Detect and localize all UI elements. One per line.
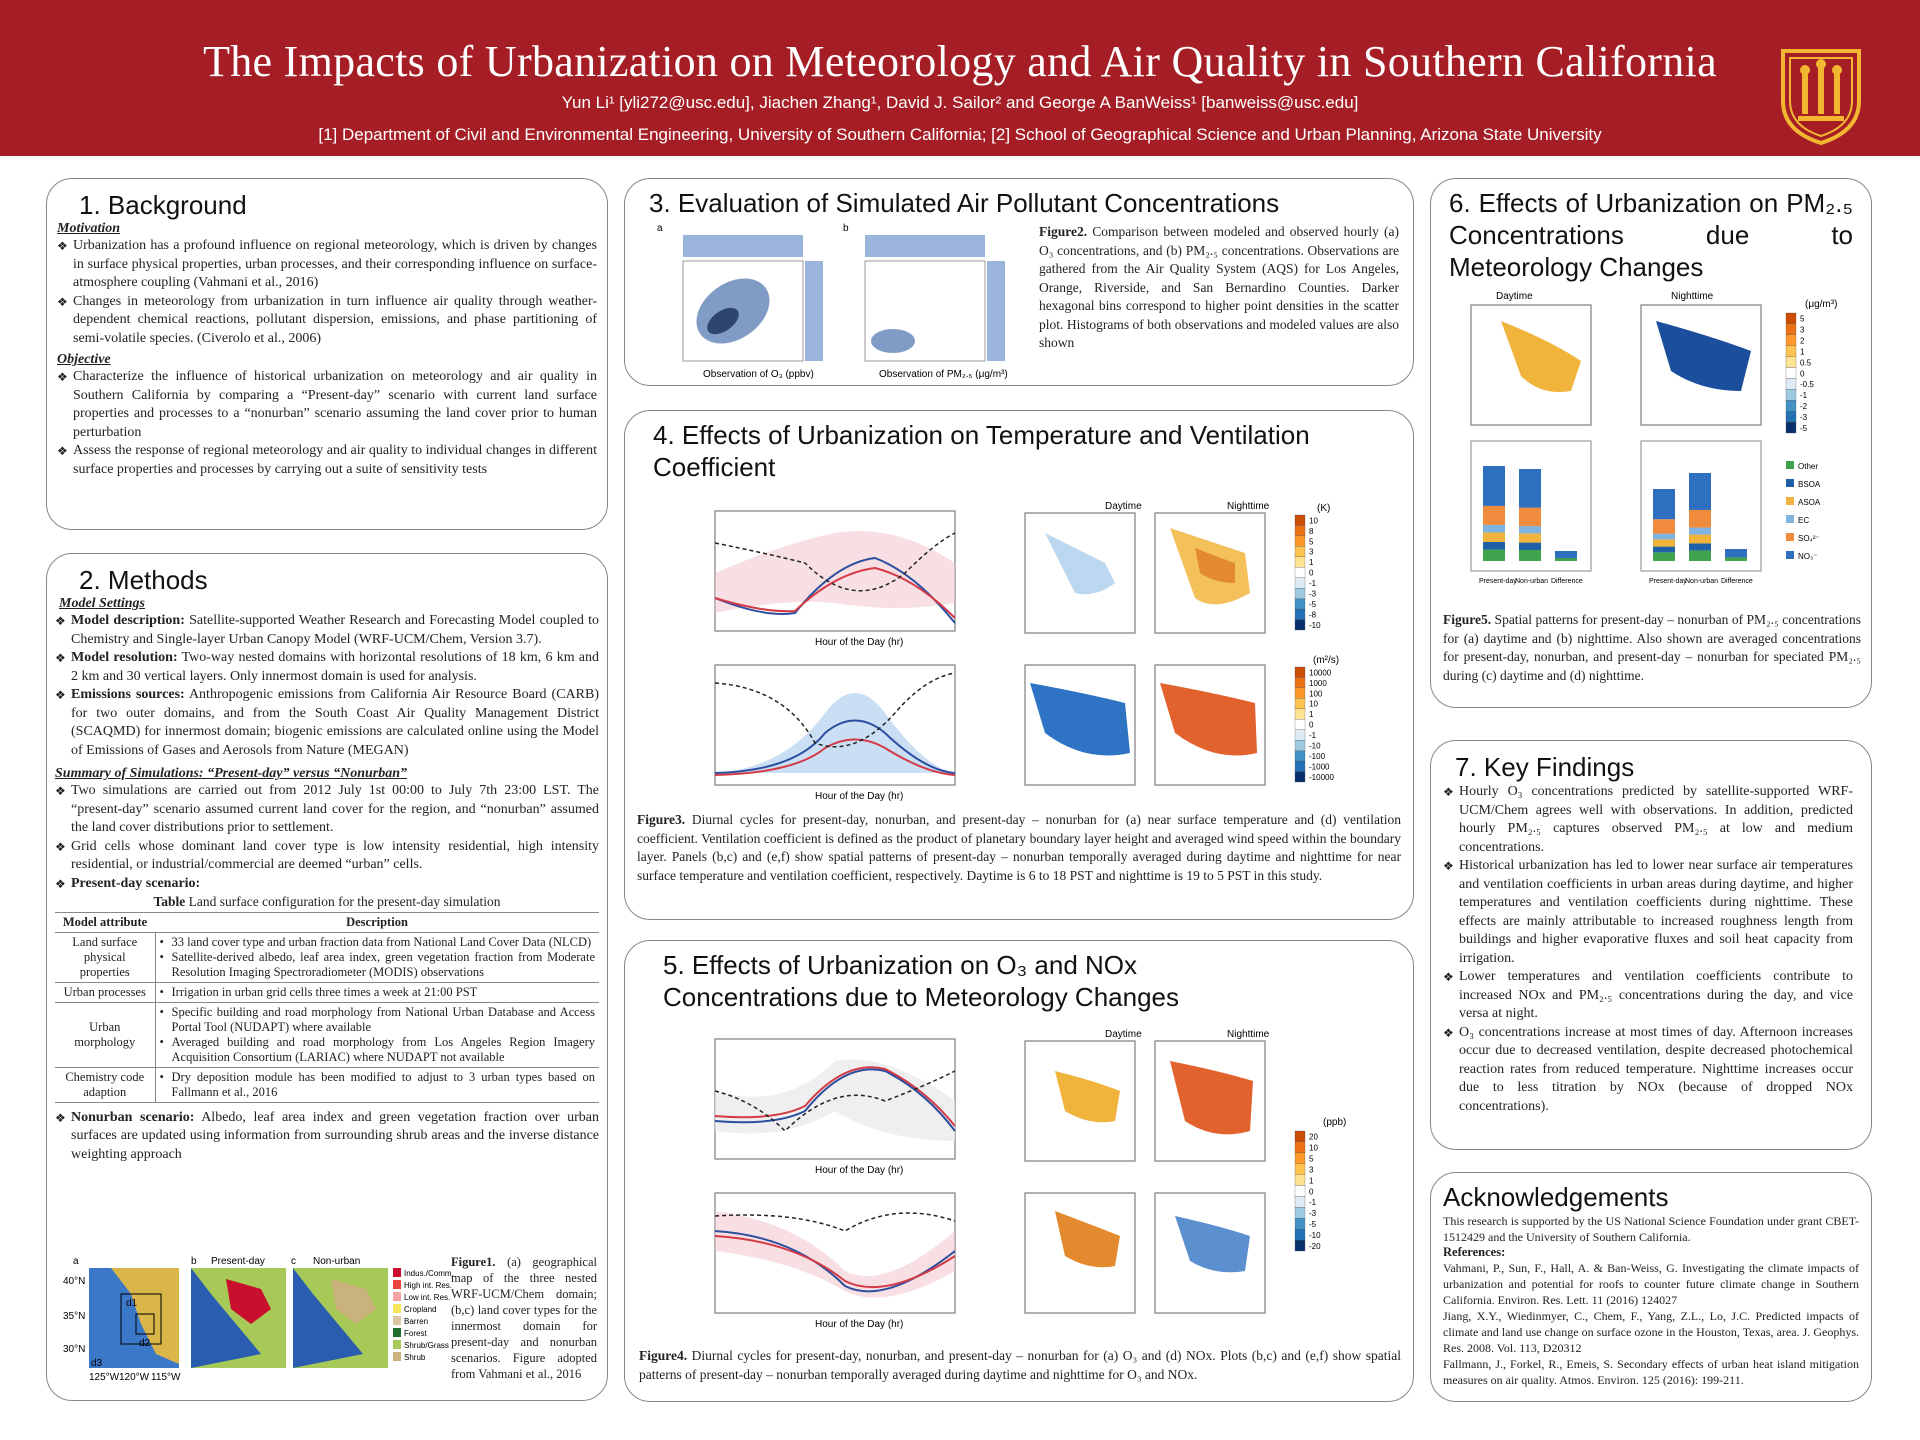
figure1-caption xyxy=(451,1254,597,1382)
figure5-maps xyxy=(1441,291,1861,585)
colorbar-tick: -3 xyxy=(1800,412,1808,422)
objective-label: Objective xyxy=(57,352,111,367)
histogram-top xyxy=(865,235,985,257)
colorbar-swatch xyxy=(1295,1196,1305,1207)
bar-segment xyxy=(1519,543,1541,550)
colorbar-tick: 10 xyxy=(1309,1143,1318,1153)
list-item: • Averaged building and road morphology from Los Angeles Region Imagery Acquisition Consortium (LARIAC) where NUDAPT not available xyxy=(160,1035,596,1065)
colorbar-swatch xyxy=(1295,751,1305,761)
colorbar-swatch xyxy=(1295,740,1305,750)
list-item xyxy=(55,649,599,686)
lat-label: 35°N xyxy=(63,1311,86,1322)
colorbar-swatch xyxy=(1786,346,1796,357)
legend-swatch xyxy=(1786,515,1794,523)
bar-category: Difference xyxy=(1551,578,1583,585)
caption-text: Diurnal cycles for present-day, nonurban, and present-day – nonurban for (a) near surface temperature and (d) ventilation coefficient. Ventilation coefficient is defined as the product of planetary boundary layer height and averaged wind speed within the boundary layer. Panels (b,c) and (e,f) show spatial patterns of present-day – nonurban temporally averaged during daytime and nighttime for near surface temperature and ventilation coefficient, respectively. Daytime is 6 to 18 PST and nighttime is 19 to 5 PST in this study. xyxy=(637,812,1401,883)
colorbar-tick: 3 xyxy=(1800,325,1805,335)
axis-label: Hour of the Day (hr) xyxy=(815,1319,904,1330)
histogram-top xyxy=(683,235,803,257)
bar-segment xyxy=(1483,550,1505,561)
axis-label: Hour of the Day (hr) xyxy=(815,1165,904,1176)
legend-swatch xyxy=(1786,551,1794,559)
colorbar-swatch xyxy=(1295,525,1305,535)
references-label: References: xyxy=(1443,1245,1506,1259)
colorbar-tick: -1 xyxy=(1309,579,1317,589)
caption-text: Diurnal cycles for present-day, nonurban, and present-day – nonurban for (a) O₃ and (d) NOx. Plots (b,c) and (e,f) show spatial patterns of present-day – nonurban temporally averaged during daytime and nighttime for O₃ and NOx. xyxy=(639,1348,1401,1382)
item-head: Model resolution: xyxy=(71,650,178,665)
table-cell: Land surface physical properties xyxy=(55,932,155,982)
colorbar-tick: 8 xyxy=(1309,526,1314,536)
colorbar-tick: 3 xyxy=(1309,1165,1314,1175)
list-item: ❖ Historical urbanization has led to lower near surface air temperatures and ventilation coefficients in urban areas during daytime, and higher temperatures and ventilation coefficients during nighttime. These effects are mainly attributable to increased roughness length from buildings and higher evaporative fluxes and soil heat capacity from irrigation. xyxy=(1443,857,1853,968)
caption-head: Figure4. xyxy=(639,1348,688,1363)
histogram-side xyxy=(987,261,1005,361)
table-row xyxy=(55,982,599,1002)
table-cell xyxy=(155,1067,599,1102)
map-title: Nighttime xyxy=(1227,1029,1270,1040)
section-title: 1. Background xyxy=(79,190,247,220)
list-item: • Irrigation in urban grid cells three times a week at 21:00 PST xyxy=(160,985,596,1000)
axis-label: Hour of the Day (hr) xyxy=(815,637,904,648)
colorbar-swatch xyxy=(1295,719,1305,729)
figure3-caption xyxy=(637,811,1401,885)
bar-segment xyxy=(1519,526,1541,533)
lon-label: 125°W xyxy=(89,1372,120,1383)
bar-segment xyxy=(1689,528,1711,535)
colorbar-tick: -2 xyxy=(1800,402,1808,411)
section-title: 5. Effects of Urbanization on O₃ and NOx Concentrations due to Meteorology Changes xyxy=(663,950,1179,1012)
colorbar-tick: 2 xyxy=(1800,336,1805,346)
axis-label: Hour of the Day (hr) xyxy=(815,791,904,802)
bar-segment xyxy=(1689,510,1711,528)
nonurban-label: Nonurban scenario: xyxy=(71,1109,195,1125)
section-title: 6. Effects of Urbanization on PM₂.₅ Concentrations due to Meteorology Changes xyxy=(1449,188,1853,282)
colorbar-swatch xyxy=(1295,578,1305,588)
colorbar-swatch xyxy=(1295,1186,1305,1197)
table-cell xyxy=(155,932,599,982)
colorbar-tick: -1000 xyxy=(1309,762,1330,772)
colorbar-swatch xyxy=(1295,1142,1305,1153)
colorbar-tick: 5 xyxy=(1309,537,1314,547)
bar-segment xyxy=(1519,533,1541,542)
colorbar-swatch xyxy=(1295,761,1305,771)
legend-swatch xyxy=(1786,479,1794,487)
colorbar-swatch xyxy=(1786,368,1796,379)
present-day-label: Present-day scenario: xyxy=(71,875,201,891)
colorbar-swatch xyxy=(1295,772,1305,782)
legend-swatch xyxy=(1786,497,1794,505)
colorbar-unit: (K) xyxy=(1317,503,1331,514)
colorbar-swatch xyxy=(1295,1207,1305,1218)
bar-segment xyxy=(1519,550,1541,561)
list-item: • Satellite-derived albedo, leaf area index, green vegetation fraction from Moderate Resolution Imaging Spectroradiometer (MODIS) observations xyxy=(160,950,596,980)
section-title: 2. Methods xyxy=(79,565,208,595)
legend-label: Barren xyxy=(404,1317,429,1326)
legend-label: Shrub xyxy=(404,1353,426,1362)
colorbar-swatch xyxy=(1786,357,1796,368)
ozone-panel xyxy=(624,940,1414,1402)
item-head: Model description: xyxy=(71,613,185,628)
table-cell: Chemistry code adaption xyxy=(55,1067,155,1102)
panel-letter: a xyxy=(73,1256,79,1267)
findings-panel xyxy=(1430,740,1872,1150)
bar-segment xyxy=(1689,550,1711,561)
legend-swatch xyxy=(393,1316,401,1325)
panel-letter: a xyxy=(657,223,663,234)
table-row xyxy=(55,932,599,982)
panel-letter: b xyxy=(843,223,849,234)
reference-item: Vahmani, P., Sun, F., Hall, A. & Ban-Weiss, G. Investigating the climate impacts of urbanization and potential for roofs to counter future climate change in Southern California. Environ. Res. Lett. 11 (2016) 124027 xyxy=(1443,1261,1859,1307)
section-title: Acknowledgements xyxy=(1443,1182,1669,1212)
bar-segment xyxy=(1689,473,1711,510)
colorbar-tick: 100 xyxy=(1309,689,1323,699)
bar-segment xyxy=(1483,525,1505,533)
bar-segment xyxy=(1483,466,1505,506)
bar-segment xyxy=(1725,557,1747,561)
caption-text: Comparison between modeled and observed hourly (a) O₃ concentrations, and (b) PM₂.₅ concentrations. Observations are gathered from the Air Quality System (AQS) for Los Angeles, Orange, Riverside, and San Bernardino Counties. Darker hexagonal bins correspond to higher point densities in the scatter plot. Histograms of both observations and modeled values are also shown xyxy=(1039,224,1399,350)
bar-segment xyxy=(1689,543,1711,550)
colorbar-swatch xyxy=(1295,1164,1305,1175)
map-title: Nighttime xyxy=(1671,291,1714,302)
colorbar-tick: 3 xyxy=(1309,547,1314,557)
caption-head: Figure1. xyxy=(451,1255,496,1269)
figure5-caption xyxy=(1443,611,1861,685)
legend-swatch xyxy=(1786,533,1794,541)
list-item: ❖ Characterize the influence of historical urbanization on meteorology and air quality in Southern California by comparing a “Present-day” scenario with current land surface properties and processes to a “nonurban” scenario assuming the land cover prior to human perturbation xyxy=(57,368,597,442)
panel-title: Non-urban xyxy=(313,1256,361,1267)
methods-panel xyxy=(46,553,608,1401)
colorbar-swatch xyxy=(1786,324,1796,335)
caption-head: Figure5. xyxy=(1443,612,1492,627)
list-item: ❖ Hourly O₃ concentrations predicted by satellite-supported WRF-UCM/Chem agrees well with observations. In addition, predicted hourly PM₂.₅ captures observed PM₂.₅ at low and medium concentrations. xyxy=(1443,783,1853,857)
ventilation-colorbar xyxy=(1295,667,1334,782)
colorbar-swatch xyxy=(1295,599,1305,609)
colorbar-tick: -3 xyxy=(1309,589,1317,599)
evaluation-panel xyxy=(624,178,1414,386)
axis-label: Observation of PM₂.₅ (μg/m³) xyxy=(879,369,1008,380)
temperature-colorbar xyxy=(1295,515,1321,630)
column-header: Model attribute xyxy=(55,912,155,932)
bar-category: Present-day xyxy=(1479,578,1517,585)
item-text: Satellite-supported Weather Research and Forecasting Model coupled to Chemistry and Single-layer Urban Canopy Model (WRF-UCM/Chem, Version 3.7). xyxy=(71,613,599,647)
landcover-legend xyxy=(393,1268,454,1362)
colorbar-unit: (ppb) xyxy=(1323,1117,1347,1128)
legend-swatch xyxy=(393,1280,401,1289)
colorbar-swatch xyxy=(1295,515,1305,525)
colorbar-tick: -10 xyxy=(1309,1230,1321,1240)
reference-item: Jiang, X.Y., Wiedinmyer, C., Chem, F., Yang, Z.L., Lo, J.C. Predicted impacts of climate and land use change on surface ozone in the Houston, Texas, area. J. Geophys. Res. 2008. Vol. 113, D20312 xyxy=(1443,1309,1859,1355)
poster-title: The Impacts of Urbanization on Meteorology and Air Quality in Southern California xyxy=(203,37,1717,86)
bar-segment xyxy=(1689,535,1711,544)
legend-label: BSOA xyxy=(1798,480,1821,489)
colorbar-swatch xyxy=(1295,688,1305,698)
list-item: ❖ Two simulations are carried out from 2012 July 1st 00:00 to July 7th 23:00 LST. The “present-day” scenario assumed current land cover for the region, and “nonurban” assumed the land cover distributions prior to settlement. xyxy=(55,782,599,838)
figure1-maps xyxy=(61,1254,454,1389)
list-item xyxy=(55,875,599,894)
motivation-label: Motivation xyxy=(57,221,121,236)
temperature-panel xyxy=(624,410,1414,920)
colorbar-unit: (m²/s) xyxy=(1313,655,1340,666)
table-cell xyxy=(155,1002,599,1067)
section-title: 4. Effects of Urbanization on Temperature and Ventilation Coefficient xyxy=(653,420,1310,482)
colorbar-tick: -5 xyxy=(1309,1220,1317,1229)
pm-colorbar xyxy=(1786,313,1814,433)
poster-affiliations: [1] Department of Civil and Environmental Engineering, University of Southern California; [2] School of Geographical Science and Urban Planning, Arizona State University xyxy=(318,125,1602,144)
colorbar-swatch xyxy=(1295,1229,1305,1240)
colorbar-tick: -3 xyxy=(1309,1209,1317,1219)
figure3-lines xyxy=(705,503,975,803)
colorbar-tick: -20 xyxy=(1309,1241,1321,1251)
ack-text: This research is supported by the US National Science Foundation under grant CBET-1512429 and the University of Southern California. xyxy=(1443,1214,1859,1244)
bar-category: Non-urban xyxy=(1685,578,1719,585)
speciated-pm-bars xyxy=(1471,441,1821,585)
histogram-side xyxy=(805,261,823,361)
list-item: ❖ Urbanization has a profound influence on regional meteorology, which is driven by changes in surface physical properties, urban processes, and their corresponding influence on surface-atmosphere coupling (Vahmani et al., 2016) xyxy=(57,237,597,293)
colorbar-swatch xyxy=(1295,557,1305,567)
colorbar-swatch xyxy=(1295,546,1305,556)
bar-segment xyxy=(1653,534,1675,540)
section-title: 3. Evaluation of Simulated Air Pollutant Concentrations xyxy=(649,188,1280,218)
lon-label: 115°W xyxy=(151,1372,181,1383)
colorbar-swatch xyxy=(1295,536,1305,546)
colorbar-tick: 5 xyxy=(1800,314,1805,324)
colorbar-tick: 10000 xyxy=(1309,668,1332,678)
table-row xyxy=(55,1002,599,1067)
bar-segment xyxy=(1483,542,1505,550)
domain-label: d1 xyxy=(126,1298,138,1309)
panel-title: Present-day xyxy=(211,1256,265,1267)
figure2-scatter xyxy=(643,221,1043,381)
caption-text: Spatial patterns for present-day – nonurban of PM₂.₅ concentrations for (a) daytime and (b) nighttime. Also shown are averaged concentrations for present-day, nonurban, and present-day – nonurban for speciated PM₂.₅ during (c) daytime and (d) nighttime. xyxy=(1443,612,1861,683)
bar-segment xyxy=(1483,533,1505,543)
colorbar-tick: 10 xyxy=(1309,516,1318,526)
legend-label: Low int. Res. xyxy=(404,1293,451,1302)
colorbar-tick: 1 xyxy=(1309,1176,1314,1186)
figure2-caption xyxy=(1039,223,1399,353)
colorbar-swatch xyxy=(1786,335,1796,346)
item-text: Anthropogenic emissions from California Air Resource Board (CARB) for two outer domains, and from the South Coast Air Quality Management District (SCAQMD) for innermost domain; biogenic emissions are calculated online using the Model of Emissions of Gases and Aerosols from Nature (MEGAN) xyxy=(71,687,599,758)
lon-label: 120°W xyxy=(119,1372,150,1383)
colorbar-swatch xyxy=(1786,400,1796,411)
bar-category: Difference xyxy=(1721,578,1753,585)
colorbar-tick: -10 xyxy=(1309,741,1321,751)
legend-label: Shrub/Grass xyxy=(404,1341,449,1350)
bar-segment xyxy=(1519,469,1541,508)
colorbar-tick: 1 xyxy=(1309,710,1314,720)
colorbar-unit: (μg/m³) xyxy=(1805,299,1838,310)
colorbar-swatch xyxy=(1786,411,1796,422)
map-title: Daytime xyxy=(1105,1029,1142,1040)
legend-label: High int. Res. xyxy=(404,1281,453,1290)
axis-label: Observation of O₃ (ppbv) xyxy=(703,369,814,380)
list-item: ❖ Changes in meteorology from urbanization in turn influence air quality through weather-dependent chemical reactions, pollutant dispersion, emissions, and phase partitioning of semi-volatile species. (Civerolo et al., 2006) xyxy=(57,293,597,349)
summary-label: Summary of Simulations: “Present-day” versus “Nonurban” xyxy=(55,766,407,781)
colorbar-tick: 10 xyxy=(1309,699,1318,709)
pm25-panel xyxy=(1430,178,1872,708)
list-item: • 33 land cover type and urban fraction data from National Land Cover Data (NLCD) xyxy=(160,935,596,950)
legend-label: ASOA xyxy=(1798,498,1821,507)
colorbar-tick: 1 xyxy=(1309,558,1314,568)
acknowledgements-panel xyxy=(1430,1172,1872,1402)
colorbar-tick: -5 xyxy=(1309,600,1317,609)
table-cell: Urban processes xyxy=(55,982,155,1002)
colorbar-tick: 0.5 xyxy=(1800,358,1812,368)
domain-label: d2 xyxy=(139,1338,151,1349)
lat-label: 40°N xyxy=(63,1276,86,1287)
usc-seal-icon xyxy=(1778,46,1864,146)
list-item xyxy=(55,1109,599,1165)
legend-swatch xyxy=(393,1352,401,1361)
caption-head: Figure2. xyxy=(1039,224,1088,239)
colorbar-swatch xyxy=(1295,730,1305,740)
bar-category: Present-day xyxy=(1649,578,1687,585)
bar-segment xyxy=(1653,552,1675,561)
caption-head: Figure3. xyxy=(637,812,686,827)
map-title: Daytime xyxy=(1496,291,1533,302)
domain-label: d3 xyxy=(91,1358,103,1369)
lat-label: 30°N xyxy=(63,1344,86,1355)
figure3-maps xyxy=(995,503,1375,803)
background-panel xyxy=(46,178,608,530)
list-item: ❖ O₃ concentrations increase at most times of day. Afternoon increases occur due to decreased ventilation, despite decreased photochemical reaction rates from reduced temperature. Nighttime increases occur due to less titration by NOx (because of dropped NOx concentrations). xyxy=(1443,1024,1853,1117)
bar-category: Non-urban xyxy=(1515,578,1549,585)
colorbar-swatch xyxy=(1295,709,1305,719)
colorbar-tick: -1 xyxy=(1309,731,1317,741)
colorbar-tick: -5 xyxy=(1800,423,1808,433)
colorbar-swatch xyxy=(1295,1131,1305,1142)
legend-swatch xyxy=(393,1292,401,1301)
nonurban-text: Albedo, leaf area index and green vegetation fraction over urban surfaces are updated using information from surrounding shrub areas and the inverse distance weighting approach xyxy=(71,1109,599,1162)
bar-segment xyxy=(1653,519,1675,533)
legend-swatch xyxy=(393,1304,401,1313)
model-settings-label: Model Settings xyxy=(59,596,145,611)
figure4-caption xyxy=(639,1347,1401,1384)
poster-header xyxy=(0,0,1920,156)
colorbar-swatch xyxy=(1295,620,1305,630)
colorbar-swatch xyxy=(1295,1153,1305,1164)
column-header: Description xyxy=(155,912,599,932)
colorbar-tick: 1 xyxy=(1800,347,1805,357)
colorbar-tick: -1 xyxy=(1800,391,1808,401)
colorbar-swatch xyxy=(1295,677,1305,687)
list-item xyxy=(55,612,599,649)
table-cell xyxy=(155,982,599,1002)
panel-letter: c xyxy=(291,1256,296,1267)
colorbar-tick: 0 xyxy=(1309,568,1314,578)
bar-segment xyxy=(1483,506,1505,525)
colorbar-tick: -10 xyxy=(1309,620,1321,630)
list-item: ❖ Assess the response of regional meteorology and air quality to individual changes in different surface properties and processes by carrying out a suite of sensitivity tests xyxy=(57,442,597,479)
bar-segment xyxy=(1653,547,1675,553)
table-caption-text: Land surface configuration for the present-day simulation xyxy=(185,894,501,909)
colorbar-swatch xyxy=(1295,567,1305,577)
ozone-colorbar xyxy=(1295,1131,1321,1251)
bar-segment xyxy=(1555,558,1577,561)
colorbar-swatch xyxy=(1786,389,1796,400)
colorbar-swatch xyxy=(1295,588,1305,598)
colorbar-swatch xyxy=(1786,378,1796,389)
list-item xyxy=(55,686,599,760)
table-caption xyxy=(55,893,599,912)
section-title: 7. Key Findings xyxy=(1455,752,1635,782)
panel-letter: b xyxy=(191,1256,197,1267)
colorbar-swatch xyxy=(1786,313,1796,324)
legend-swatch xyxy=(393,1268,401,1277)
legend-label: SO₄²⁻ xyxy=(1798,534,1820,543)
map-title: Nighttime xyxy=(1227,501,1270,512)
legend-label: EC xyxy=(1798,516,1810,525)
list-item: ❖ Lower temperatures and ventilation coefficients contribute to increased NOx and PM₂.₅ concentrations during the day, and vice versa at night. xyxy=(1443,968,1853,1024)
table-caption-head: Table xyxy=(153,894,186,909)
map-title: Daytime xyxy=(1105,501,1142,512)
colorbar-tick: 20 xyxy=(1309,1132,1318,1142)
list-item: • Dry deposition module has been modified to adjust to 3 urban types based on Fallmann et al., 2016 xyxy=(160,1070,596,1100)
legend-label: Cropland xyxy=(404,1305,437,1314)
colorbar-swatch xyxy=(1786,422,1796,433)
colorbar-swatch xyxy=(1295,609,1305,619)
legend-swatch xyxy=(393,1340,401,1349)
colorbar-swatch xyxy=(1295,698,1305,708)
caption-text: (a) geographical map of the three nested WRF-UCM/Chem domain; (b,c) land cover types for the innermost domain for present-day and nonurban scenarios. Figure adopted from Vahmani et al., 2016 xyxy=(451,1255,597,1381)
bar-segment xyxy=(1653,539,1675,546)
item-head: Emissions sources: xyxy=(71,687,185,702)
colorbar-tick: 1000 xyxy=(1309,678,1327,688)
colorbar-tick: -10000 xyxy=(1309,772,1334,782)
colorbar-tick: -8 xyxy=(1309,610,1317,620)
hexbin-density xyxy=(871,329,915,353)
figure4-lines xyxy=(705,1031,975,1331)
colorbar-tick: -1 xyxy=(1309,1198,1317,1208)
colorbar-swatch xyxy=(1295,667,1305,677)
colorbar-tick: -100 xyxy=(1309,752,1326,761)
legend-label: Other xyxy=(1798,462,1819,471)
colorbar-tick: 0 xyxy=(1309,1187,1314,1197)
bar-segment xyxy=(1725,549,1747,557)
item-text: Two-way nested domains with horizontal resolutions of 18 km, 6 km and 2 km and 30 vertical layers. Only innermost domain is used for analysis. xyxy=(71,650,600,684)
table-row xyxy=(55,1067,599,1102)
legend-label: Indus./Comm. xyxy=(404,1269,454,1278)
table-cell: Urban morphology xyxy=(55,1002,155,1067)
bar-segment xyxy=(1519,508,1541,526)
legend-swatch xyxy=(393,1328,401,1337)
colorbar-swatch xyxy=(1295,1218,1305,1229)
land-surface-table xyxy=(55,912,599,1103)
colorbar-swatch xyxy=(1295,1175,1305,1186)
legend-swatch xyxy=(1786,461,1794,469)
list-item: • Specific building and road morphology from National Urban Database and Access Portal Tool (NUDAPT) where available xyxy=(160,1005,596,1035)
bar-segment xyxy=(1653,489,1675,519)
bar-segment xyxy=(1555,551,1577,558)
colorbar-tick: -0.5 xyxy=(1800,380,1814,390)
reference-item: Fallmann, J., Forkel, R., Emeis, S. Secondary effects of urban heat island mitigation measures on air quality. Atmos. Environ. 125 (2016): 199-211. xyxy=(1443,1357,1859,1387)
figure4-maps xyxy=(995,1031,1375,1331)
poster-authors: Yun Li¹ [yli272@usc.edu], Jiachen Zhang¹, David J. Sailor² and George A BanWeiss¹ [banweiss@usc.edu] xyxy=(561,93,1359,112)
legend-label: NO₃⁻ xyxy=(1798,552,1818,561)
colorbar-tick: 0 xyxy=(1800,369,1805,379)
colorbar-tick: 5 xyxy=(1309,1154,1314,1164)
colorbar-swatch xyxy=(1295,1240,1305,1251)
list-item: ❖ Grid cells whose dominant land cover type is low intensity residential, high intensity residential, or industrial/commercial are deemed “urban” cells. xyxy=(55,838,599,875)
colorbar-tick: 0 xyxy=(1309,720,1314,730)
legend-label: Forest xyxy=(404,1329,427,1338)
